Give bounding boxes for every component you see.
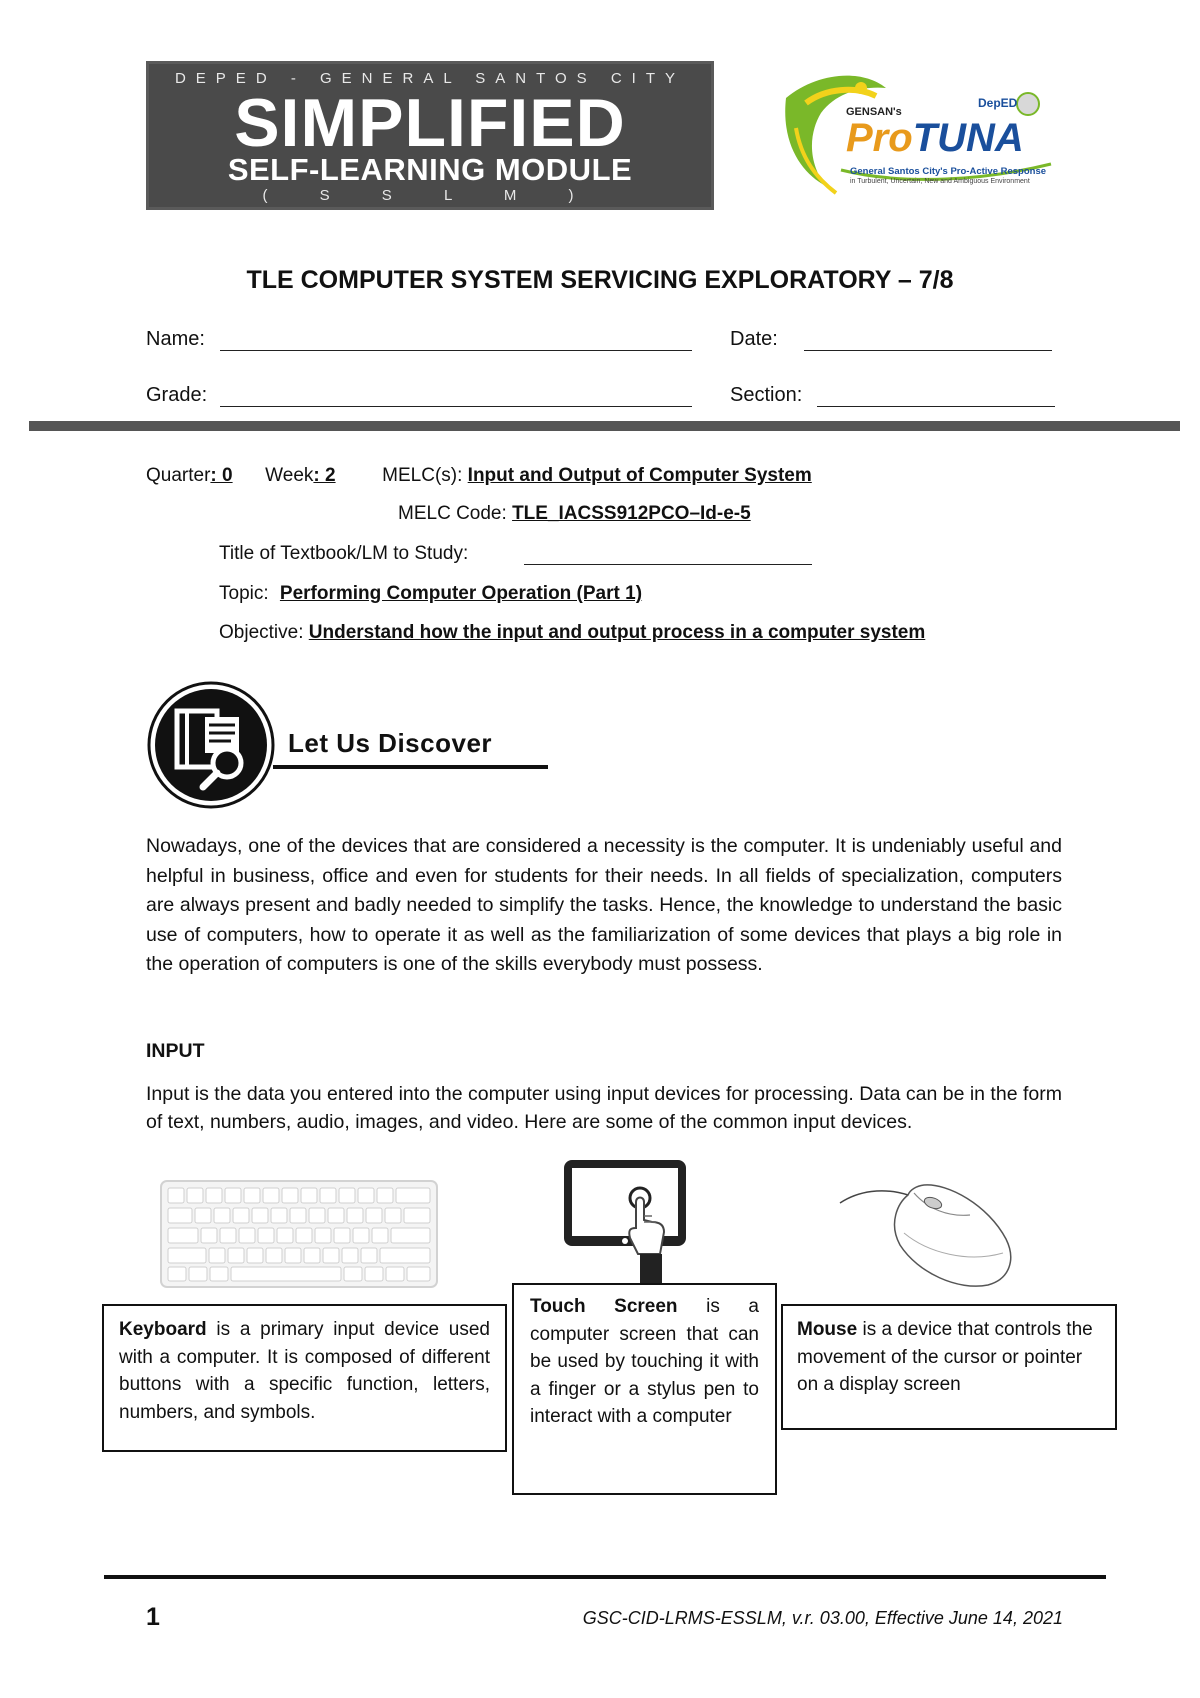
logo-tagline-2: in Turbulent, Uncertain, New and Ambiguous Environment <box>850 178 1030 185</box>
sslm-banner <box>146 61 714 210</box>
melc-code-value: TLE_IACSS912PCO–Id-e-5 <box>512 503 751 524</box>
mouse-description-box <box>781 1304 1117 1430</box>
melc-label: MELC(s): <box>382 465 463 486</box>
banner-main-text: SIMPLIFIED <box>234 85 626 161</box>
grade-label: Grade: <box>146 384 208 406</box>
mouse-icon <box>838 1173 1018 1293</box>
quarter-value: : 0 <box>210 465 233 486</box>
banner-top-text: DEPED - GENERAL SANTOS CITY <box>174 70 686 87</box>
page-number: 1 <box>146 1603 160 1631</box>
mouse-term: Mouse <box>797 1319 858 1340</box>
topic-row <box>219 583 642 605</box>
name-label: Name: <box>146 328 205 350</box>
textbook-row <box>219 543 468 565</box>
touch-screen-icon <box>560 1158 690 1284</box>
protuna-logo <box>766 68 1064 206</box>
input-paragraph: Input is the data you entered into the computer using input devices for processing. Data can be in the form of text, numbers, audio, images, and video. Here are some of the common input devices. <box>146 1083 1062 1133</box>
date-label: Date: <box>730 328 778 350</box>
footer-code: GSC-CID-LRMS-ESSLM, v.r. 03.00, Effective June 14, 2021 <box>582 1608 1063 1628</box>
keyboard-term: Keyboard <box>119 1319 207 1340</box>
input-heading: INPUT <box>146 1040 205 1062</box>
logo-gensan: GENSAN's <box>846 106 902 118</box>
melc-code-label: MELC Code: <box>398 503 507 524</box>
objective-value: Understand how the input and output process in a computer system <box>308 622 926 643</box>
logo-tuna: TUNA <box>912 116 1024 160</box>
banner-abbr-text: ( S S L M ) <box>262 187 598 204</box>
let-us-discover-title: Let Us Discover <box>288 728 493 758</box>
week-value: : 2 <box>313 465 336 486</box>
objective-row <box>219 622 925 644</box>
objective-label: Objective: <box>219 622 304 643</box>
week-label: Week <box>265 465 314 486</box>
melc-code-row <box>398 503 751 525</box>
logo-tagline: General Santos City's Pro-Active Response <box>850 166 1047 177</box>
logo-pro: Pro <box>846 116 913 160</box>
topic-value: Performing Computer Operation (Part 1) <box>279 583 643 604</box>
topic-label: Topic: <box>219 583 269 604</box>
touch-screen-term: Touch Screen <box>530 1296 678 1317</box>
touch-screen-description: is a computer screen that can be used by touching it with a finger or a stylus pen to interact with a computer <box>530 1296 759 1427</box>
touch-screen-description-box <box>512 1283 777 1495</box>
name-field[interactable] <box>220 350 692 351</box>
footer-divider <box>104 1575 1106 1579</box>
banner-sub-text: SELF-LEARNING MODULE <box>227 152 633 187</box>
header-divider <box>29 421 1180 431</box>
book-magnifier-icon <box>147 681 275 809</box>
section-label: Section: <box>730 384 803 406</box>
mouse-description: is a device that controls the movement of the cursor or pointer on a display screen <box>797 1319 1093 1395</box>
quarter-week-melc-row <box>146 465 812 487</box>
quarter-label: Quarter <box>146 465 211 486</box>
keyboard-description-box <box>102 1304 507 1452</box>
logo-deped: DepED <box>978 96 1018 110</box>
section-field[interactable] <box>817 406 1055 407</box>
discover-underline <box>273 765 548 769</box>
textbook-field[interactable] <box>524 564 812 565</box>
grade-field[interactable] <box>220 406 692 407</box>
document-title: TLE COMPUTER SYSTEM SERVICING EXPLORATORY – 7/8 <box>246 266 954 294</box>
date-field[interactable] <box>804 350 1052 351</box>
textbook-label: Title of Textbook/LM to Study: <box>219 543 469 564</box>
logo-protuna <box>846 116 1024 161</box>
discover-paragraph: Nowadays, one of the devices that are considered a necessity is the computer. It is undeniably useful and helpful in business, office and even for students for their needs. In all fields of specialization, computers are always present and badly needed to simplify the tasks. Hence, the knowledge to understand the basic use of computers, how to operate it as well as the familiarization of some devices that plays a big role in the operation of computers is one of the skills everybody must possess. <box>146 835 1062 975</box>
keyboard-icon <box>160 1180 438 1288</box>
melc-value: Input and Output of Computer System <box>467 465 812 486</box>
keyboard-description: is a primary input device used with a computer. It is composed of different buttons with a specific function, letters, numbers, and symbols. <box>119 1319 490 1423</box>
